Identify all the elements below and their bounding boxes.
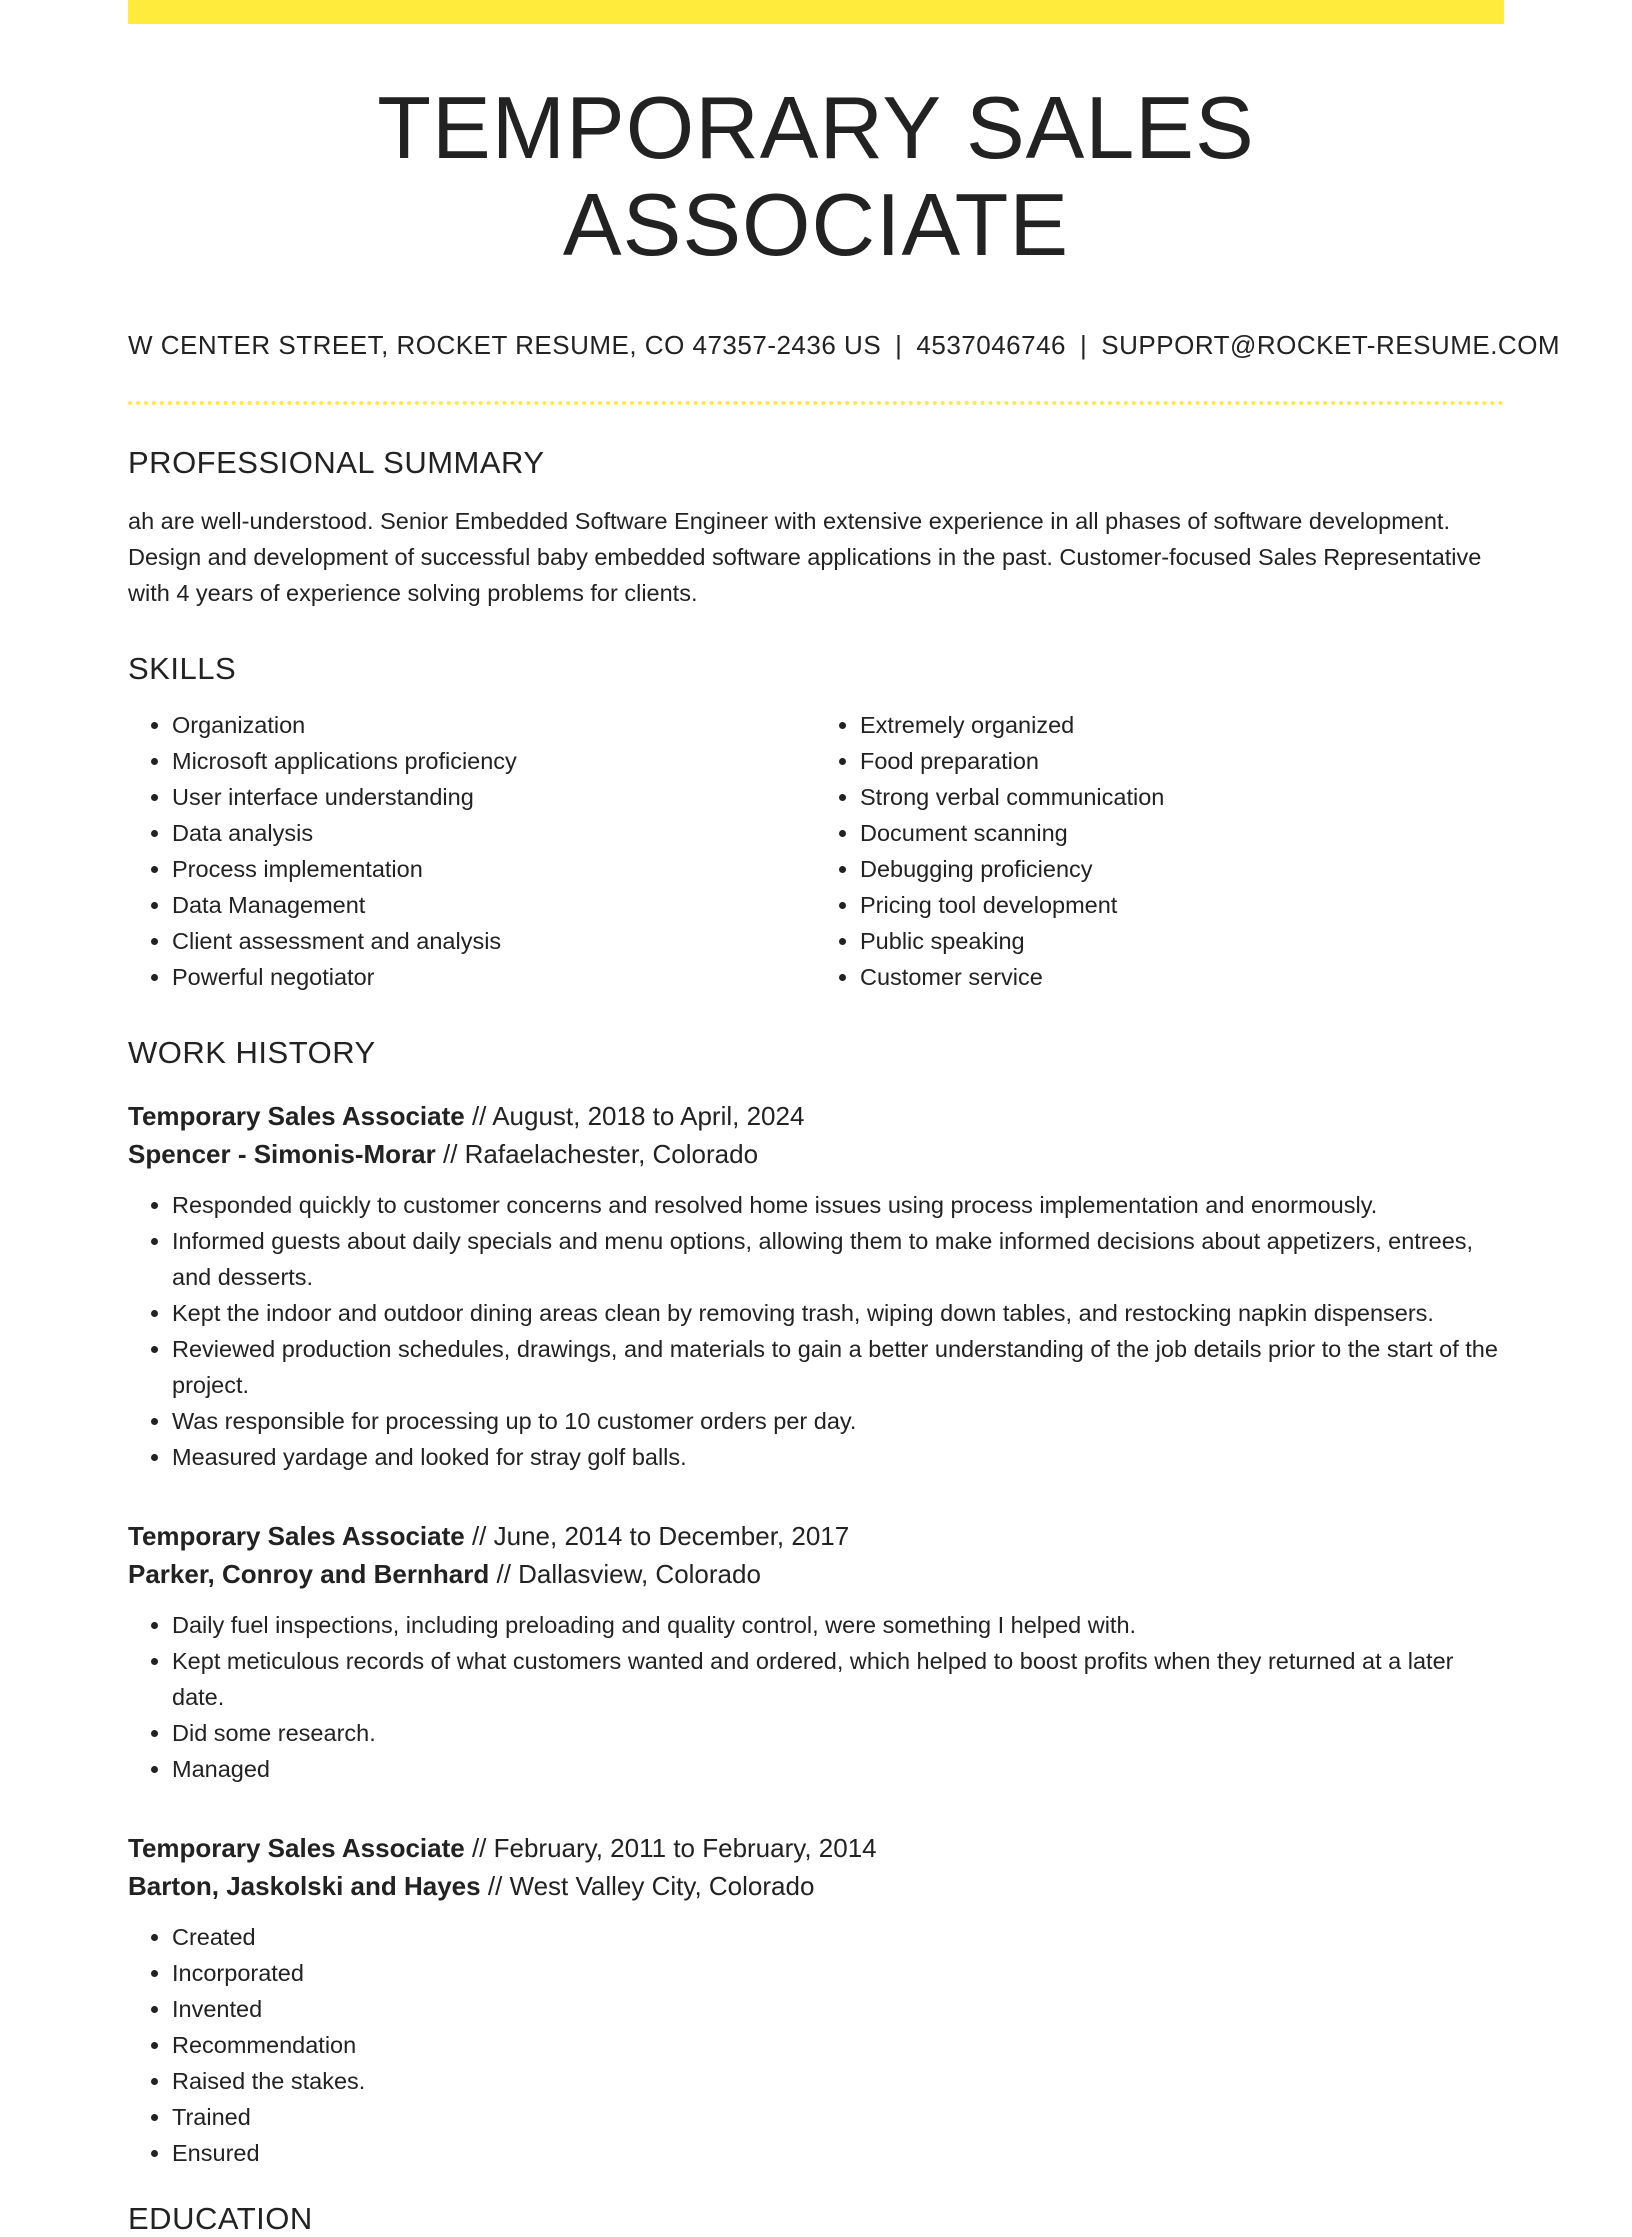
job-bullet: • Kept the indoor and outdoor dining areas clean by removing trash, wiping down tables, and restocking napkin dispensers. [172, 1295, 1504, 1331]
skill-item: • Data Management [172, 887, 816, 923]
skill-item: • Organization [172, 707, 816, 743]
contact-email: SUPPORT@ROCKET-RESUME.COM [1101, 329, 1561, 360]
job-bullet: • Managed [172, 1751, 1504, 1787]
skill-item: • Extremely organized [860, 707, 1504, 743]
job-bullet: • Informed guests about daily specials and menu options, allowing them to make informed decisions about appetizers, entrees, and desserts. [172, 1223, 1504, 1295]
job-location: // Rafaelachester, Colorado [442, 1138, 759, 1169]
skill-item: • Client assessment and analysis [172, 923, 816, 959]
job-company-line [128, 1555, 1504, 1593]
skills-list-left [128, 707, 816, 995]
job-role: Temporary Sales Associate [128, 1100, 465, 1131]
contact-line [128, 329, 1561, 361]
skill-item: • Food preparation [860, 743, 1504, 779]
job-bullet: • Reviewed production schedules, drawings, and materials to gain a better understanding of the job details prior to the start of the project. [172, 1331, 1504, 1403]
contact-separator: | [1080, 329, 1088, 360]
job-bullet: • Invented [172, 1991, 1504, 2027]
job-company: Spencer - Simonis-Morar [128, 1138, 436, 1169]
job-role-line [128, 1517, 1504, 1555]
job-company: Barton, Jaskolski and Hayes [128, 1870, 481, 1901]
skill-item: • Microsoft applications proficiency [172, 743, 816, 779]
resume-name-title: TEMPORARY SALES ASSOCIATE [377, 78, 1255, 274]
skills-heading: SKILLS [128, 650, 237, 686]
skill-item: • Customer service [860, 959, 1504, 995]
job-bullet: • Responded quickly to customer concerns and resolved home issues using process implementation and enormously. [172, 1187, 1504, 1223]
job-bullet: • Created [172, 1919, 1504, 1955]
job-role-line [128, 1097, 1504, 1135]
job-entry [128, 1517, 1504, 1787]
skill-item: • User interface understanding [172, 779, 816, 815]
contact-address: W CENTER STREET, ROCKET RESUME, CO 47357-2436 US [128, 329, 882, 360]
job-bullet: • Ensured [172, 2135, 1504, 2171]
resume-page [128, 0, 1561, 2237]
job-role: Temporary Sales Associate [128, 1520, 465, 1551]
job-bullet: • Recommendation [172, 2027, 1504, 2063]
job-dates: // February, 2011 to February, 2014 [471, 1832, 877, 1863]
contact-phone: 4537046746 [916, 329, 1067, 360]
job-bullet: • Trained [172, 2099, 1504, 2135]
job-bullet: • Did some research. [172, 1715, 1504, 1751]
job-company: Parker, Conroy and Bernhard [128, 1558, 490, 1589]
job-entry [128, 1829, 1504, 2171]
job-location: // West Valley City, Colorado [487, 1870, 815, 1901]
skill-item: • Data analysis [172, 815, 816, 851]
skills-columns [128, 707, 1504, 995]
job-bullet: • Measured yardage and looked for stray golf balls. [172, 1439, 1504, 1475]
job-bullet: • Kept meticulous records of what customers wanted and ordered, which helped to boost profits when they returned at a later date. [172, 1643, 1504, 1715]
summary-heading: PROFESSIONAL SUMMARY [128, 444, 545, 480]
job-dates: // June, 2014 to December, 2017 [471, 1520, 850, 1551]
job-location: // Dallasview, Colorado [496, 1558, 761, 1589]
dotted-divider [128, 401, 1504, 405]
education-heading: EDUCATION [128, 2200, 313, 2236]
job-role-line [128, 1829, 1504, 1867]
skill-item: • Public speaking [860, 923, 1504, 959]
skill-item: • Strong verbal communication [860, 779, 1504, 815]
job-bullet: • Daily fuel inspections, including preloading and quality control, were something I helped with. [172, 1607, 1504, 1643]
skill-item: • Document scanning [860, 815, 1504, 851]
job-bullets [128, 1187, 1504, 1475]
work-history-heading: WORK HISTORY [128, 1034, 376, 1070]
skills-list-right [816, 707, 1504, 995]
contact-separator: | [895, 329, 903, 360]
accent-top-bar [128, 0, 1504, 24]
job-entry [128, 1097, 1504, 1475]
skill-item: • Pricing tool development [860, 887, 1504, 923]
job-role: Temporary Sales Associate [128, 1832, 465, 1863]
job-company-line [128, 1867, 1504, 1905]
skill-item: • Debugging proficiency [860, 851, 1504, 887]
skill-item: • Powerful negotiator [172, 959, 816, 995]
job-company-line [128, 1135, 1504, 1173]
job-bullets [128, 1919, 1504, 2171]
summary-text: ah are well-understood. Senior Embedded Software Engineer with extensive experience in all phases of software development. Design and development of successful baby embedded software applications in the past. Customer-focused Sales Representative with 4 years of experience solving problems for clients. [128, 507, 1482, 606]
job-bullet: • Was responsible for processing up to 10 customer orders per day. [172, 1403, 1504, 1439]
job-bullet: • Raised the stakes. [172, 2063, 1504, 2099]
skill-item: • Process implementation [172, 851, 816, 887]
job-dates: // August, 2018 to April, 2024 [471, 1100, 805, 1131]
job-bullet: • Incorporated [172, 1955, 1504, 1991]
job-bullets [128, 1607, 1504, 1787]
